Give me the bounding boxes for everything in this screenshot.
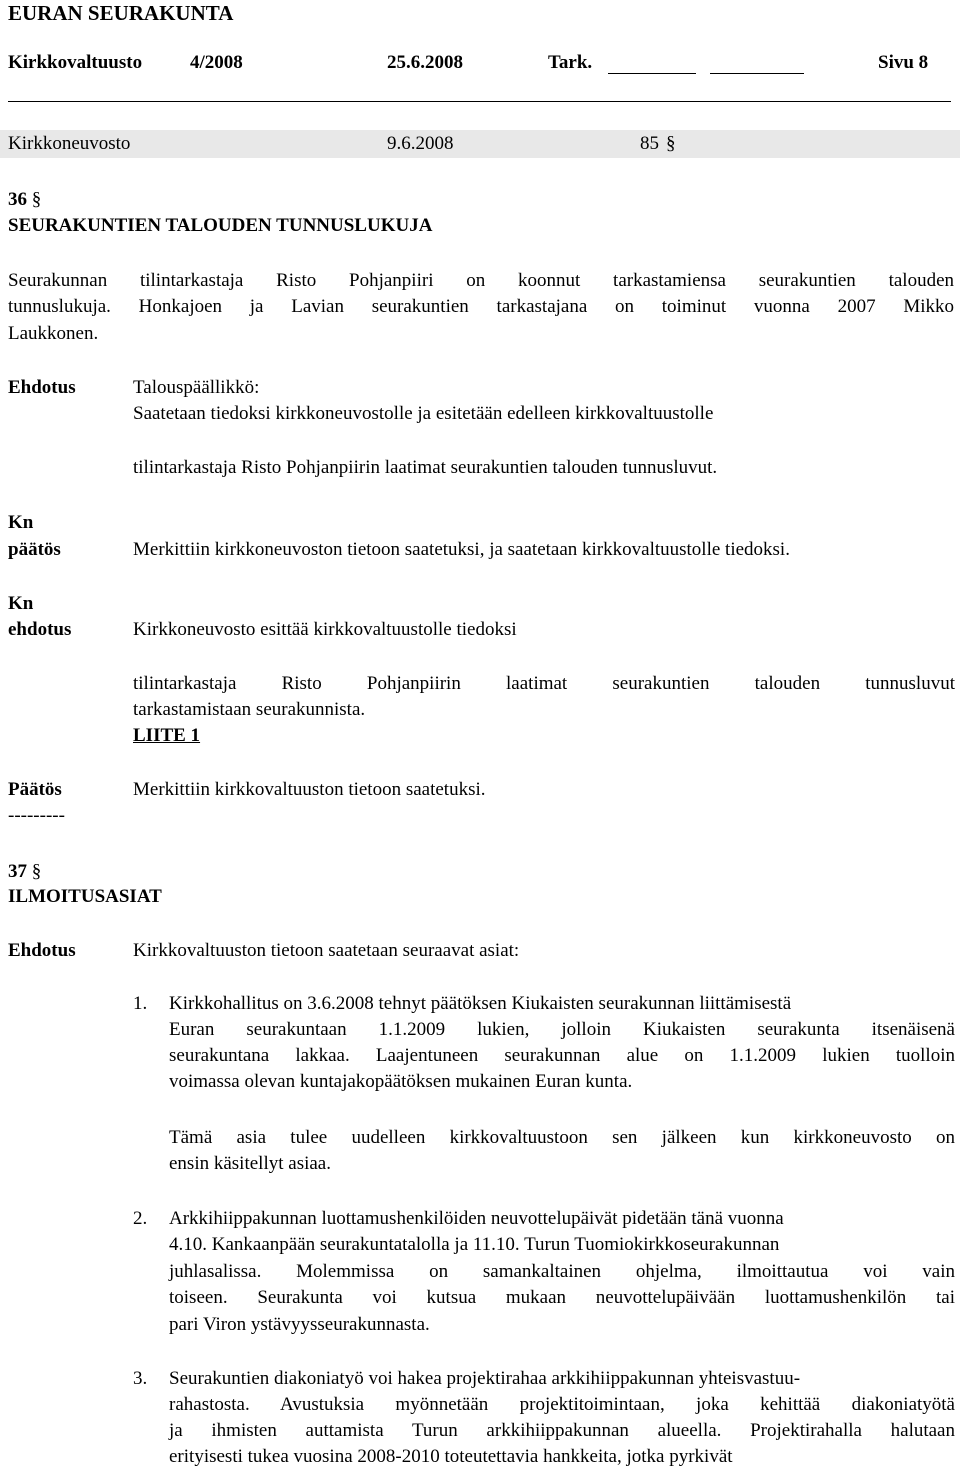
item36-kne-label2: ehdotus [8, 619, 72, 640]
list-item-line: Euran seurakuntaan 1.1.2009 lukien, jolloin Kiukaisten seurakunta itsenäisenä [169, 1019, 955, 1040]
council-name: Kirkkoneuvosto [8, 133, 131, 154]
item36-separator: --------- [8, 805, 65, 826]
item36-kne-label1: Kn [8, 593, 34, 614]
org-name: EURAN SEURAKUNTA [8, 1, 234, 25]
check-label: Tark. [548, 52, 593, 73]
item37-proposal-label: Ehdotus [8, 940, 76, 961]
section-sign-icon: § [31, 189, 42, 210]
list-item-line: juhlasalissa. Molemmissa on samankaltainen ohjelma, ilmoittautua voi vain [169, 1261, 955, 1282]
item36-kne-line2: tilintarkastaja Risto Pohjanpiirin laatimat seurakuntien talouden tunnusluvut [133, 673, 955, 694]
list-item-number: 2. [133, 1208, 148, 1229]
meeting-date: 25.6.2008 [387, 52, 463, 73]
item36-number: 36 § [8, 189, 42, 210]
list-item-line: ensin käsitellyt asiaa. [169, 1153, 331, 1174]
council-date: 9.6.2008 [387, 133, 454, 154]
list-item-number: 1. [133, 993, 148, 1014]
item36-title: SEURAKUNTIEN TALOUDEN TUNNUSLUKUJA [8, 215, 433, 236]
list-item-line: rahastosta. Avustuksia myönnetään projektitoimintaan, joka kehittää diakoniatyötä [169, 1394, 955, 1415]
item36-kn-label2: päätös [8, 539, 61, 560]
meeting-number: 4/2008 [190, 52, 243, 73]
item36-kne-line3: tarkastamistaan seurakunnista. [133, 699, 366, 720]
list-item-line: toiseen. Seurakunta voi kutsua mukaan neuvottelupäivään luottamushenkilön tai [169, 1287, 955, 1308]
council-bar [0, 130, 960, 158]
list-item-number: 3. [133, 1368, 148, 1389]
item36-proposal-line3: tilintarkastaja Risto Pohjanpiirin laatimat seurakuntien talouden tunnusluvut. [133, 457, 718, 478]
list-item-line: ja ihmisten auttamista Turun arkkihiippakunnan alueella. Projektirahalla halutaan [169, 1420, 955, 1441]
meeting-name: Kirkkovaltuusto [8, 52, 143, 73]
attachment-link[interactable]: LIITE 1 [133, 725, 201, 746]
check-line-2 [710, 73, 804, 74]
council-number: 85 [640, 133, 659, 154]
item37-number: 37 § [8, 861, 42, 882]
item36-proposal-label: Ehdotus [8, 377, 76, 398]
list-item-line: Seurakuntien diakoniatyö voi hakea projektirahaa arkkihiippakunnan yhteisvastuu- [169, 1368, 801, 1389]
check-line-1 [608, 73, 696, 74]
page-number: Sivu 8 [878, 52, 929, 73]
list-item-line: erityisesti tukea vuosina 2008-2010 toteutettavia hankkeita, jotka pyrkivät [169, 1446, 733, 1467]
header-rule [8, 101, 951, 102]
item36-kn-label1: Kn [8, 512, 34, 533]
item37-title: ILMOITUSASIAT [8, 886, 162, 907]
list-item-line: pari Viron ystävyysseurakunnasta. [169, 1314, 430, 1335]
list-item-line: 4.10. Kankaanpään seurakuntatalolla ja 11.10. Turun Tuomiokirkkoseurakunnan [169, 1234, 780, 1255]
item36-intro-line3: Laukkonen. [8, 323, 99, 344]
item36-kne-line1: Kirkkoneuvosto esittää kirkkovaltuustolle tiedoksi [133, 619, 517, 640]
section-sign-icon: § [666, 133, 676, 154]
section-sign-icon: § [31, 861, 42, 882]
list-item-line: voimassa olevan kuntajakopäätöksen mukainen Euran kunta. [169, 1071, 633, 1092]
list-item-line: seurakuntana lakkaa. Laajentuneen seurakunnan alue on 1.1.2009 lukien tuolloin [169, 1045, 955, 1066]
list-item-line: Arkkihiippakunnan luottamushenkilöiden neuvottelupäivät pidetään tänä vuonna [169, 1208, 784, 1229]
item36-decision-text: Merkittiin kirkkovaltuuston tietoon saatetuksi. [133, 779, 486, 800]
item37-proposal-text: Kirkkovaltuuston tietoon saatetaan seuraavat asiat: [133, 940, 520, 961]
item36-proposal-line2: Saatetaan tiedoksi kirkkoneuvostolle ja esitetään edelleen kirkkovaltuustolle [133, 403, 714, 424]
item36-intro-line2: tunnuslukuja. Honkajoen ja Lavian seurakuntien tarkastajana on toiminut vuonna 2007 Mikko [8, 296, 954, 317]
item36-kn-decision: Merkittiin kirkkoneuvoston tietoon saatetuksi, ja saatetaan kirkkovaltuustolle tiedoksi. [133, 539, 790, 560]
item36-proposal-line1: Talouspäällikkö: [133, 377, 260, 398]
item36-intro-line1: Seurakunnan tilintarkastaja Risto Pohjanpiiri on koonnut tarkastamiensa seurakuntien talouden [8, 270, 954, 291]
list-item-line: Kirkkohallitus on 3.6.2008 tehnyt päätöksen Kiukaisten seurakunnan liittämisestä [169, 993, 792, 1014]
item36-decision-label: Päätös [8, 779, 62, 800]
list-item-line: Tämä asia tulee uudelleen kirkkovaltuustoon sen jälkeen kun kirkkoneuvosto on [169, 1127, 955, 1148]
